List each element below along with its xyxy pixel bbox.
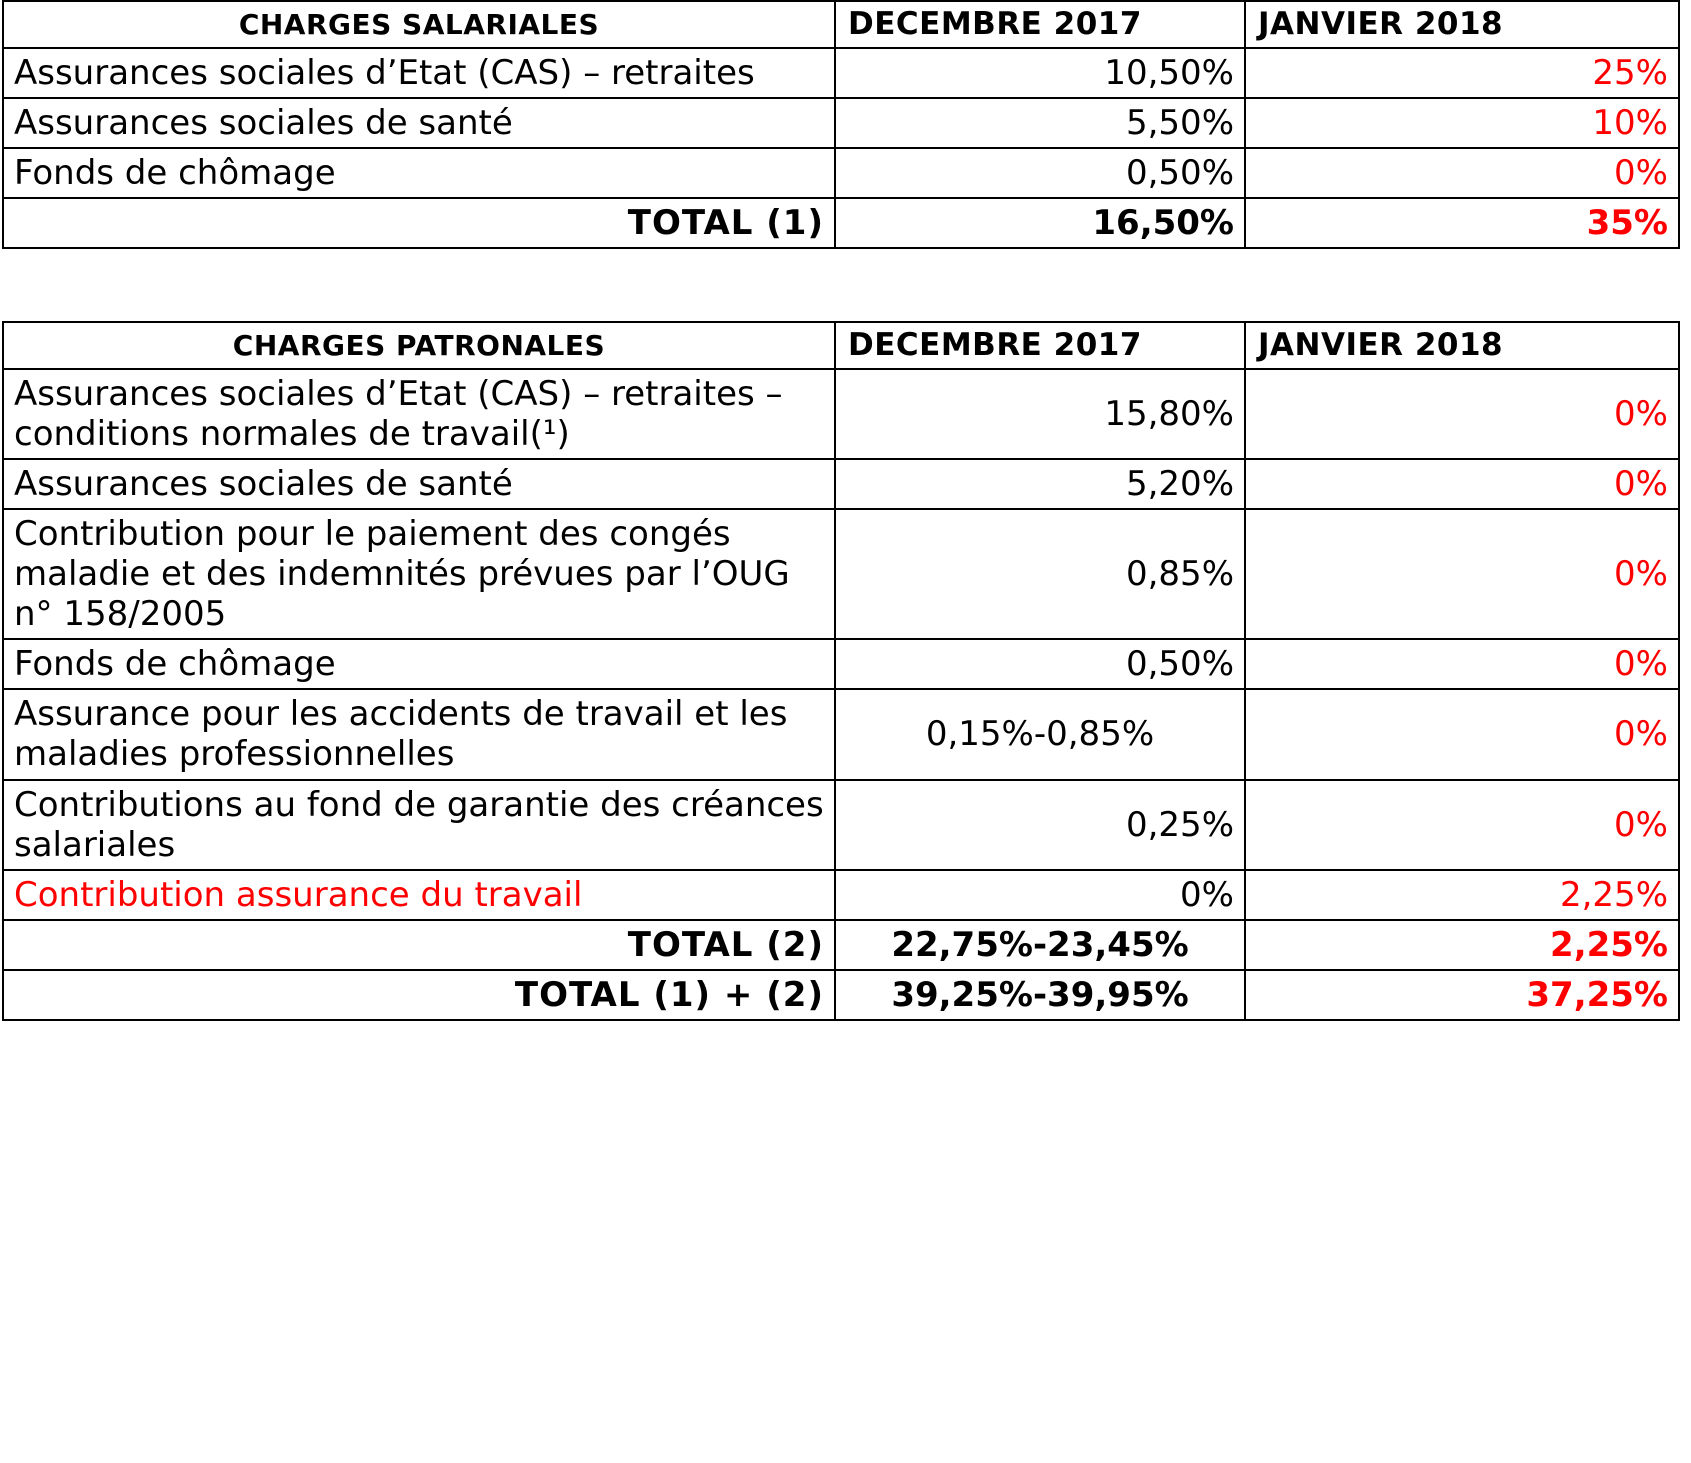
total-value-january: 35% [1245,198,1679,248]
table-total-row [3,920,1679,970]
table-charges-salariales [2,0,1680,249]
row-label: Assurances sociales de santé [3,98,835,148]
total-label: TOTAL (2) [3,920,835,970]
table-header-row [3,1,1679,48]
total-value-december: 22,75%-23,45% [835,920,1245,970]
grand-total-value-january: 37,25% [1245,970,1679,1020]
row-value-december: 0,85% [835,509,1245,639]
row-label: Assurances sociales de santé [3,459,835,509]
column-header-january: JANVIER 2018 [1245,1,1679,48]
row-value-january: 0% [1245,148,1679,198]
table-row-highlighted [3,870,1679,920]
row-value-january: 0% [1245,639,1679,689]
row-value-december: 0% [835,870,1245,920]
table-row [3,639,1679,689]
row-label: Contributions au fond de garantie des créances salariales [3,780,835,870]
row-value-january: 0% [1245,689,1679,779]
row-label: Assurance pour les accidents de travail et les maladies professionnelles [3,689,835,779]
total-label: TOTAL (1) [3,198,835,248]
row-label: Contribution pour le paiement des congés maladie et des indemnités prévues par l’OUG n° 158/2005 [3,509,835,639]
grand-total-label: TOTAL (1) + (2) [3,970,835,1020]
row-value-january: 0% [1245,509,1679,639]
table-total-row [3,198,1679,248]
row-label: Fonds de chômage [3,639,835,689]
row-label: Assurances sociales d’Etat (CAS) – retraites [3,48,835,98]
row-value-december: 0,50% [835,639,1245,689]
row-value-december: 5,50% [835,98,1245,148]
table-row [3,509,1679,639]
row-value-january: 0% [1245,369,1679,459]
row-label: Contribution assurance du travail [3,870,835,920]
row-value-december: 10,50% [835,48,1245,98]
total-value-december: 16,50% [835,198,1245,248]
column-header-december: DECEMBRE 2017 [835,1,1245,48]
row-value-december: 0,50% [835,148,1245,198]
row-value-january: 0% [1245,780,1679,870]
table-header-row [3,322,1679,369]
row-value-december: 0,25% [835,780,1245,870]
table-row [3,459,1679,509]
row-label: Assurances sociales d’Etat (CAS) – retraites – conditions normales de travail(¹) [3,369,835,459]
row-value-january: 0% [1245,459,1679,509]
row-value-january: 25% [1245,48,1679,98]
table-row [3,780,1679,870]
table-row [3,148,1679,198]
table-spacer [2,249,1685,321]
row-label: Fonds de chômage [3,148,835,198]
grand-total-value-december: 39,25%-39,95% [835,970,1245,1020]
column-header-january: JANVIER 2018 [1245,322,1679,369]
table-row [3,98,1679,148]
total-value-january: 2,25% [1245,920,1679,970]
row-value-january: 2,25% [1245,870,1679,920]
table-row [3,48,1679,98]
table-row [3,369,1679,459]
row-value-january: 10% [1245,98,1679,148]
row-value-december: 0,15%-0,85% [835,689,1245,779]
row-value-december: 5,20% [835,459,1245,509]
column-header-category: CHARGES PATRONALES [3,322,835,369]
column-header-category: CHARGES SALARIALES [3,1,835,48]
row-value-december: 15,80% [835,369,1245,459]
table-grand-total-row [3,970,1679,1020]
table-row [3,689,1679,779]
column-header-december: DECEMBRE 2017 [835,322,1245,369]
table-charges-patronales [2,321,1680,1021]
